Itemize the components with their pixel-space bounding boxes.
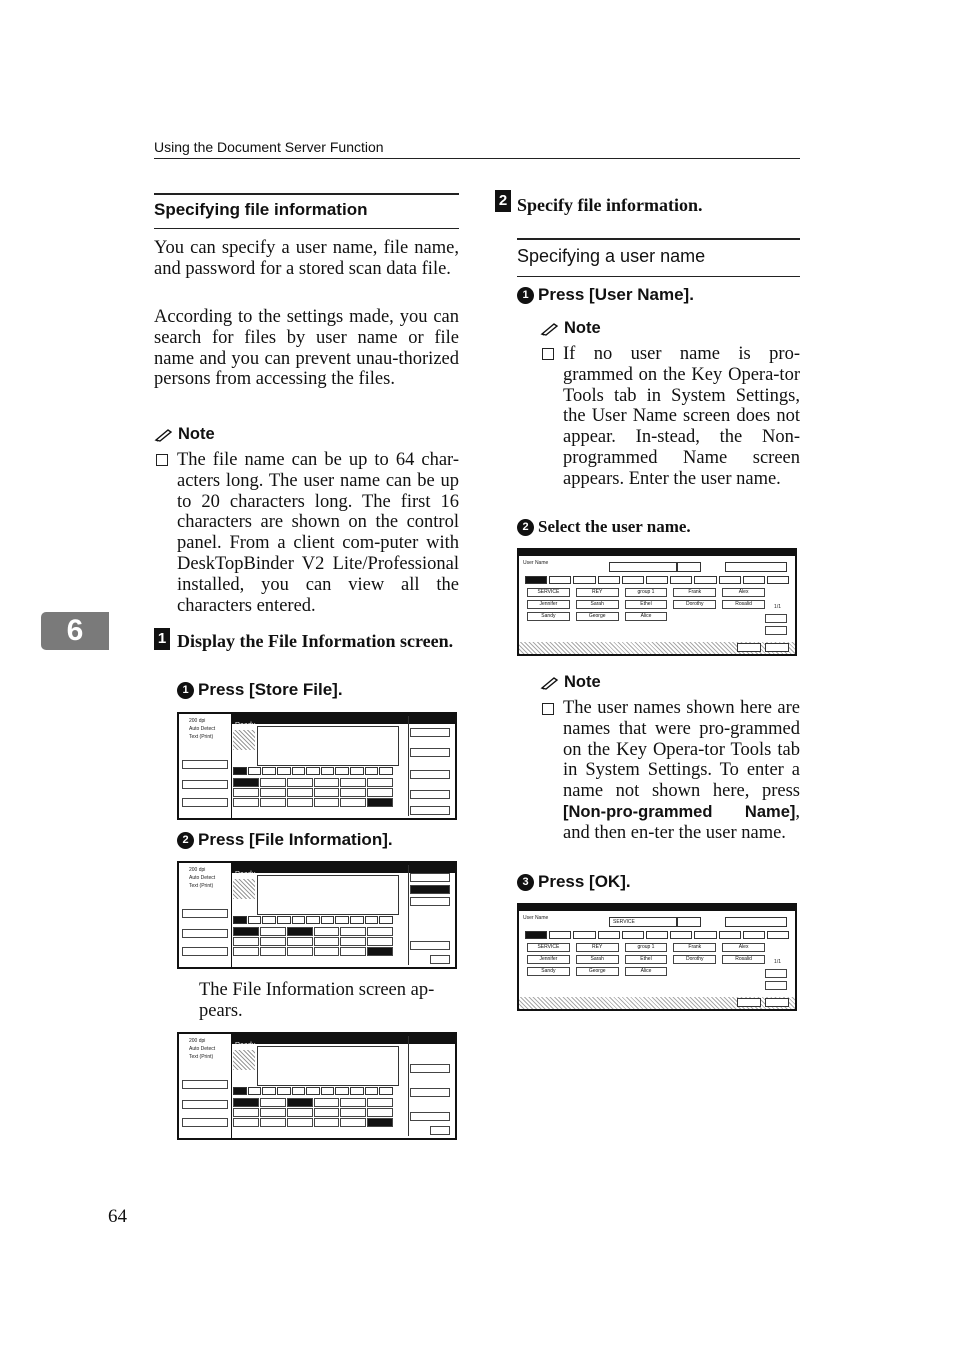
right-pane bbox=[408, 716, 453, 816]
user-name-key[interactable]: Frank bbox=[673, 943, 716, 952]
scan-settings-button[interactable] bbox=[182, 760, 228, 769]
file-information-button[interactable] bbox=[410, 941, 450, 950]
send-store-button[interactable] bbox=[410, 885, 450, 894]
substep-select-user-name bbox=[517, 517, 691, 537]
substep-file-information bbox=[177, 830, 393, 850]
key-row bbox=[233, 1087, 393, 1095]
left-pane: 200 dpi Auto Detect Text (Print) bbox=[179, 863, 232, 967]
scan-settings-button[interactable] bbox=[182, 1080, 228, 1089]
substep-number: 1 bbox=[177, 682, 194, 699]
substep-text: Press [File Information]. bbox=[198, 830, 393, 849]
step-number-2: 2 bbox=[495, 190, 511, 212]
user-name-button[interactable] bbox=[410, 1064, 450, 1073]
ok-button[interactable] bbox=[765, 643, 789, 652]
user-name-grid bbox=[527, 588, 765, 621]
step-1-text: Display the File Information screen. bbox=[177, 631, 454, 651]
subsection-rule-bottom bbox=[517, 276, 800, 277]
original-settings-button[interactable] bbox=[182, 798, 228, 807]
section-rule-bottom bbox=[154, 228, 459, 229]
attach-sender-button[interactable] bbox=[410, 728, 450, 737]
store-file-button[interactable] bbox=[410, 806, 450, 815]
substep-number: 2 bbox=[177, 832, 194, 849]
user-name-key[interactable]: REY bbox=[576, 943, 619, 952]
scan-settings-button[interactable] bbox=[182, 909, 228, 918]
non-programmed-name-button[interactable] bbox=[725, 917, 787, 927]
note-text: The user names shown here are names that were pro-grammed on the Key Opera-tor Tools tab in System Settings. To enter a name not shown here, press [Non-pro-grammed Name], and then en-ter the user name. bbox=[563, 698, 800, 843]
pencil-icon bbox=[540, 322, 560, 336]
checkbox-bullet bbox=[542, 703, 554, 715]
date-bar bbox=[519, 905, 795, 911]
file-name-button[interactable] bbox=[410, 1088, 450, 1097]
date-bar bbox=[519, 550, 795, 556]
file-type-button[interactable] bbox=[410, 770, 450, 779]
original-settings-button[interactable] bbox=[182, 947, 228, 956]
right-pane bbox=[408, 865, 453, 965]
user-name-key[interactable]: Ethel bbox=[625, 955, 668, 964]
recall-program-button[interactable] bbox=[182, 1100, 228, 1109]
recall-program-button[interactable] bbox=[182, 780, 228, 789]
ok-button[interactable] bbox=[430, 1126, 450, 1135]
substep-text: Press [Store File]. bbox=[198, 680, 343, 699]
user-name-key[interactable]: Jennifer bbox=[527, 600, 570, 609]
right-pane bbox=[408, 1036, 453, 1136]
page-number: 64 bbox=[108, 1206, 127, 1227]
screenshot-user-name-selected bbox=[517, 903, 797, 1011]
section-title: Specifying file information bbox=[154, 200, 368, 219]
left-pane: 200 dpi Auto Detect Text (Print) bbox=[179, 1034, 232, 1138]
user-name-grid bbox=[527, 943, 765, 976]
user-name-key[interactable]: Rosalid bbox=[722, 955, 765, 964]
note-text: If no user name is pro-grammed on the Key Opera-tor Tools tab in System Settings, the User Name screen does not appear. In-stead, the Non-programmed Name screen appears. Enter the user name. bbox=[563, 344, 800, 489]
clear-button[interactable] bbox=[677, 562, 701, 572]
alphabet-keys bbox=[525, 576, 789, 584]
step-number-1: 1 bbox=[154, 628, 170, 650]
note-label: Note bbox=[178, 425, 215, 443]
step-2-text: Specify file information. bbox=[517, 195, 703, 215]
user-name-field[interactable]: SERVICE bbox=[609, 917, 677, 927]
destination-grid bbox=[233, 778, 393, 807]
page-count: 1/1 bbox=[774, 959, 781, 965]
store-file-button[interactable] bbox=[410, 873, 450, 882]
user-name-field[interactable] bbox=[609, 562, 677, 572]
cancel-button[interactable] bbox=[430, 955, 450, 964]
prev-button[interactable] bbox=[765, 614, 787, 623]
substep-number: 2 bbox=[517, 519, 534, 536]
user-name-key[interactable]: Rosalid bbox=[722, 600, 765, 609]
status-bar: Ready bbox=[232, 714, 455, 724]
left-pane: 200 dpi Auto Detect Text (Print) bbox=[179, 714, 232, 818]
cancel-button[interactable] bbox=[737, 998, 761, 1007]
user-name-key[interactable]: group 1 bbox=[625, 588, 668, 597]
ok-button[interactable] bbox=[765, 998, 789, 1007]
checkbox-bullet bbox=[156, 454, 168, 466]
store-only-button[interactable] bbox=[410, 897, 450, 906]
password-button[interactable] bbox=[410, 1112, 450, 1121]
user-name-key[interactable]: group 1 bbox=[625, 943, 668, 952]
user-name-key[interactable]: SERVICE bbox=[527, 588, 570, 597]
note-text: The file name can be up to 64 char-acters long. The user name can be up to 20 characters long. The first 16 characters are shown on the control panel. From a client com-puter with DeskTopBinder V2 Lite/Professional installed, you can view all the characters entered. bbox=[177, 450, 459, 616]
user-name-key[interactable]: REY bbox=[576, 588, 619, 597]
user-name-key[interactable]: Frank bbox=[673, 588, 716, 597]
header-rule bbox=[154, 158, 800, 159]
alphabet-keys bbox=[525, 931, 789, 939]
user-name-key[interactable]: Alice bbox=[625, 612, 668, 621]
destination-box bbox=[257, 726, 399, 766]
user-name-key[interactable]: Alex bbox=[722, 588, 765, 597]
result-text: The File Information screen ap-pears. bbox=[199, 980, 435, 1021]
next-button[interactable] bbox=[765, 626, 787, 635]
screenshot-store-file bbox=[177, 861, 457, 969]
user-name-key[interactable]: SERVICE bbox=[527, 943, 570, 952]
original-settings-button[interactable] bbox=[182, 1118, 228, 1127]
destination-box bbox=[257, 1046, 399, 1086]
recall-program-button[interactable] bbox=[182, 929, 228, 938]
subsection-rule-top bbox=[517, 238, 800, 240]
user-name-key[interactable]: George bbox=[576, 967, 619, 976]
user-name-label: User Name bbox=[523, 560, 549, 566]
subsection-title: Specifying a user name bbox=[517, 246, 706, 266]
user-name-key[interactable]: Sandy bbox=[527, 967, 570, 976]
note-label: Note bbox=[564, 673, 601, 691]
note-heading bbox=[540, 673, 601, 692]
substep-number: 3 bbox=[517, 874, 534, 891]
user-name-key[interactable]: Sarah bbox=[576, 600, 619, 609]
prev-button[interactable] bbox=[765, 969, 787, 978]
dotted-area bbox=[233, 879, 255, 899]
user-name-key[interactable]: Alex bbox=[722, 943, 765, 952]
substep-text: Press [User Name]. bbox=[538, 285, 694, 304]
user-name-key[interactable]: Sarah bbox=[576, 955, 619, 964]
key-row bbox=[233, 916, 393, 924]
substep-user-name bbox=[517, 285, 694, 305]
user-name-key[interactable]: Dorothy bbox=[673, 955, 716, 964]
note-heading bbox=[540, 319, 601, 338]
key-row bbox=[233, 767, 393, 775]
running-header: Using the Document Server Function bbox=[154, 139, 384, 155]
substep-text: Press [OK]. bbox=[538, 872, 631, 891]
destination-grid bbox=[233, 927, 393, 956]
substep-number: 1 bbox=[517, 287, 534, 304]
intro-paragraph-1: You can specify a user name, file name, and password for a stored scan data file. bbox=[154, 238, 459, 279]
non-programmed-name-button[interactable] bbox=[725, 562, 787, 572]
user-name-key[interactable]: Jennifer bbox=[527, 955, 570, 964]
substep-text: Select the user name. bbox=[538, 517, 691, 536]
status-bar: Ready bbox=[232, 1034, 455, 1044]
user-name-key[interactable]: Sandy bbox=[527, 612, 570, 621]
dotted-area bbox=[233, 1050, 255, 1070]
status-bar: Ready bbox=[232, 863, 455, 873]
intro-paragraph-2: According to the settings made, you can search for files by user name or file name and you can prevent unau-thorized persons from accessing the files. bbox=[154, 307, 459, 390]
user-name-key[interactable]: Alice bbox=[625, 967, 668, 976]
user-name-key[interactable]: Dorothy bbox=[673, 600, 716, 609]
pencil-icon bbox=[540, 676, 560, 690]
select-stored-file-button[interactable] bbox=[410, 790, 450, 799]
user-name-key[interactable]: Ethel bbox=[625, 600, 668, 609]
cancel-button[interactable] bbox=[737, 643, 761, 652]
user-name-label: User Name bbox=[523, 915, 549, 921]
section-rule-top bbox=[154, 193, 459, 195]
checkbox-bullet bbox=[542, 348, 554, 360]
note-label: Note bbox=[564, 319, 601, 337]
screenshot-user-name bbox=[517, 548, 797, 656]
chapter-tab: 6 bbox=[41, 612, 109, 650]
destination-grid bbox=[233, 1098, 393, 1127]
user-name-key[interactable]: George bbox=[576, 612, 619, 621]
substep-store-file bbox=[177, 680, 343, 700]
screenshot-file-information bbox=[177, 1032, 457, 1140]
screenshot-scanner-ready bbox=[177, 712, 457, 820]
pencil-icon bbox=[154, 428, 174, 442]
note-heading bbox=[154, 425, 215, 444]
clear-button[interactable] bbox=[677, 917, 701, 927]
substep-press-ok bbox=[517, 872, 631, 892]
next-button[interactable] bbox=[765, 981, 787, 990]
dotted-area bbox=[233, 730, 255, 750]
page-count: 1/1 bbox=[774, 604, 781, 610]
attach-subject-button[interactable] bbox=[410, 748, 450, 757]
destination-box bbox=[257, 875, 399, 915]
